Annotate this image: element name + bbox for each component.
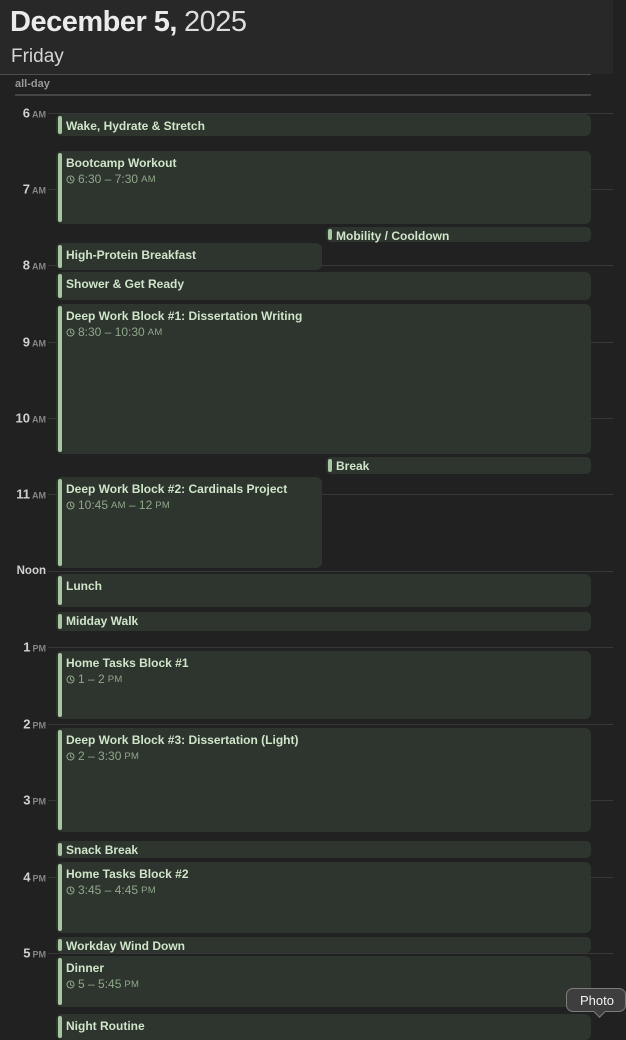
time-meridiem: AM (141, 174, 156, 185)
event-title: Mobility / Cooldown (336, 229, 450, 243)
time-meridiem: PM (107, 674, 123, 685)
time-meridiem: PM (124, 751, 140, 762)
clock-icon (66, 328, 75, 337)
hour-meridiem: AM (32, 185, 46, 196)
event-time (66, 884, 583, 897)
hour-meridiem: PM (32, 949, 46, 960)
event-color-bar (58, 653, 62, 717)
event-title: Home Tasks Block #1 (66, 656, 189, 670)
event-title: Dinner (66, 961, 105, 975)
time-text: 2 – 3:30 (78, 749, 122, 763)
hour-meridiem: AM (32, 338, 46, 349)
all-day-label: all-day (15, 78, 50, 90)
event[interactable] (56, 272, 591, 300)
header-divider (0, 74, 591, 75)
clock-icon (66, 175, 75, 184)
hour-meridiem: PM (32, 796, 46, 807)
hour-number: 8 (22, 257, 30, 273)
hour-gridline (48, 647, 613, 648)
hour-label (0, 487, 46, 502)
hour-label (0, 870, 46, 885)
weekday-label: Friday (11, 46, 64, 67)
event-color-bar (58, 576, 62, 605)
event-title: Deep Work Block #2: Cardinals Project (66, 482, 288, 496)
event[interactable] (56, 612, 591, 631)
date-year: 2025 (184, 6, 247, 38)
hour-number: 3 (23, 792, 31, 808)
clock-icon (66, 886, 75, 895)
hour-number: 11 (16, 486, 30, 502)
event-color-bar (58, 730, 62, 830)
clock-icon (66, 675, 75, 684)
event-time (66, 499, 314, 512)
clock-icon (66, 752, 75, 761)
event-title: Shower & Get Ready (66, 277, 185, 291)
tooltip-label: Photo (580, 992, 614, 1008)
hour-meridiem: PM (32, 873, 46, 884)
event-color-bar (58, 306, 62, 452)
event[interactable] (56, 114, 591, 136)
event-color-bar (328, 229, 332, 240)
event[interactable] (326, 227, 591, 242)
event-color-bar (58, 245, 62, 268)
event-title: Night Routine (66, 1019, 145, 1033)
hour-number: 5 (23, 945, 31, 961)
event[interactable] (56, 574, 591, 607)
event-color-bar (328, 459, 332, 472)
time-meridiem: PM (141, 885, 156, 896)
event-color-bar (58, 958, 62, 1005)
event[interactable] (56, 841, 591, 858)
clock-icon (66, 980, 75, 989)
event-title: Deep Work Block #3: Dissertation (Light) (66, 733, 299, 747)
event[interactable] (56, 651, 591, 719)
hour-number: 4 (23, 869, 31, 885)
time-text: 3:45 – 4:45 (78, 883, 139, 897)
page-title (10, 5, 247, 39)
hour-number: 10 (15, 410, 30, 426)
event-color-bar (58, 614, 62, 629)
hour-number: 6 (22, 105, 30, 121)
hour-label (0, 106, 46, 121)
event[interactable] (56, 937, 591, 953)
event-time (66, 750, 583, 763)
hour-label (0, 411, 46, 426)
event[interactable] (56, 728, 591, 832)
event-color-bar (58, 116, 62, 134)
event-title: Deep Work Block #1: Dissertation Writing (66, 309, 303, 323)
event-time (66, 173, 583, 186)
hour-label (0, 717, 46, 732)
time-text: 6:30 – 7:30 (78, 172, 139, 186)
hour-meridiem: AM (32, 261, 46, 272)
header (0, 0, 613, 74)
time-text: 10:45 (78, 498, 109, 512)
event-time (66, 673, 583, 686)
hour-meridiem: AM (32, 490, 46, 501)
event-color-bar (58, 153, 62, 222)
event-title: High-Protein Breakfast (66, 248, 197, 262)
hour-gridline (48, 953, 613, 954)
hour-label (0, 565, 46, 577)
event-title: Workday Wind Down (66, 939, 186, 953)
hour-label (0, 946, 46, 961)
hour-label (0, 640, 46, 655)
hour-label (0, 182, 46, 197)
clock-icon (66, 501, 75, 510)
event-title: Wake, Hydrate & Stretch (66, 118, 205, 133)
time-text: 1 – 2 (78, 672, 105, 686)
event[interactable] (56, 151, 591, 224)
time-meridiem: AM (147, 327, 163, 338)
event[interactable] (56, 862, 591, 933)
event-color-bar (58, 864, 62, 931)
time-meridiem: PM (124, 979, 140, 990)
event-time (66, 978, 583, 991)
hour-number: 2 (23, 716, 31, 732)
event-title: Midday Walk (66, 614, 139, 628)
time-text: 8:30 – 10:30 (78, 325, 145, 339)
hour-number: 7 (22, 181, 30, 197)
hour-label (0, 258, 46, 273)
event-title: Home Tasks Block #2 (66, 867, 189, 881)
hour-meridiem: AM (32, 414, 46, 425)
event[interactable] (56, 956, 591, 1007)
event[interactable] (56, 1014, 591, 1040)
photo-tooltip (566, 988, 626, 1012)
event-title: Break (336, 459, 370, 473)
event-title: Lunch (66, 579, 102, 593)
event-title: Snack Break (66, 843, 139, 857)
event[interactable] (326, 457, 591, 474)
hour-gridline (48, 571, 613, 572)
hour-meridiem: AM (32, 109, 46, 120)
time-text: 5 – 5:45 (78, 977, 122, 991)
hour-meridiem: PM (32, 720, 46, 731)
event-color-bar (58, 479, 62, 566)
event-color-bar (58, 843, 62, 856)
hour-meridiem: PM (32, 643, 46, 654)
time-meridiem: PM (155, 500, 171, 511)
hour-gridline (48, 724, 613, 725)
time-text: – 12 (128, 498, 153, 512)
event-color-bar (58, 1016, 62, 1038)
event-title: Bootcamp Workout (66, 156, 177, 170)
event[interactable] (56, 477, 322, 568)
hour-label (0, 793, 46, 808)
hour-label (0, 335, 46, 350)
time-meridiem: AM (111, 500, 126, 511)
all-day-divider (15, 94, 591, 96)
hour-number: 9 (22, 334, 30, 350)
event-color-bar (58, 939, 62, 951)
event-time (66, 326, 583, 339)
hour-number: Noon (16, 565, 46, 577)
hour-number: 1 (23, 639, 31, 655)
event[interactable] (56, 304, 591, 454)
event[interactable] (56, 243, 322, 270)
event-color-bar (58, 274, 62, 298)
date-main: December 5, (10, 6, 177, 38)
